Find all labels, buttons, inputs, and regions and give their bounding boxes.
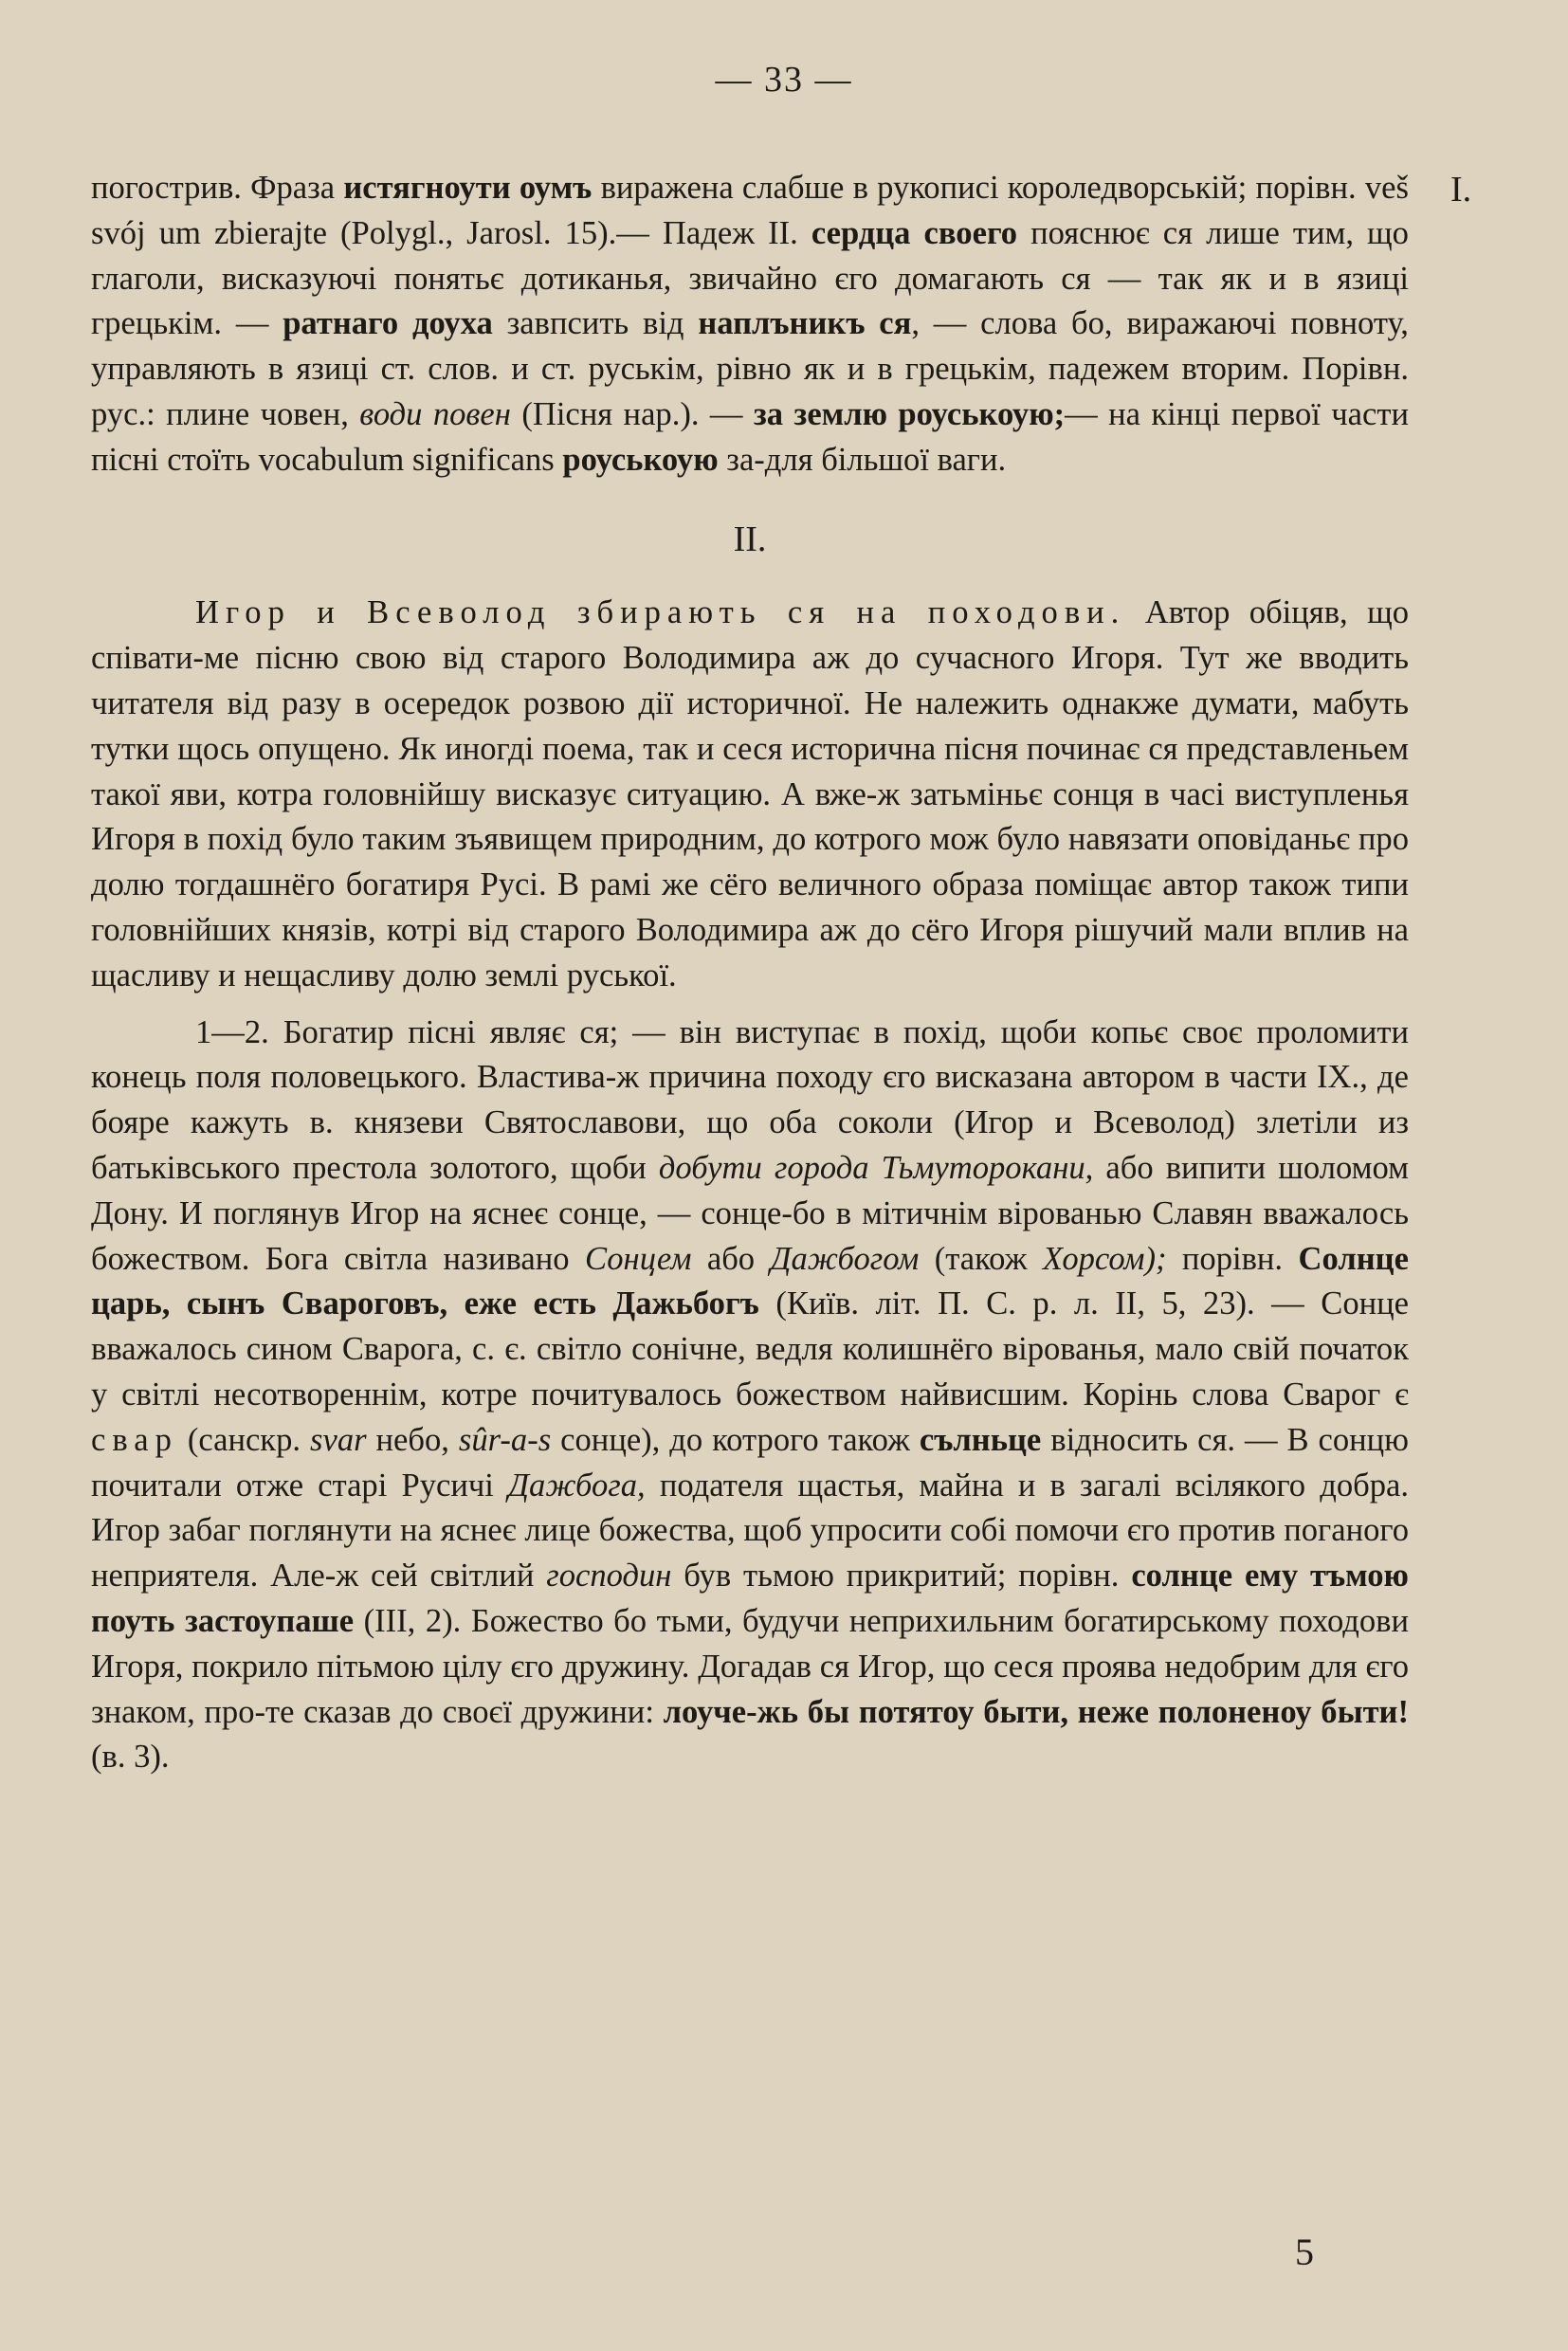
section-heading: II. [733, 519, 767, 559]
body-text [91, 166, 1409, 1780]
margin-mark: I. [1450, 170, 1472, 210]
paragraph-2: Игор и Всеволод збирають ся на походови. Автор обіцяв, що співати-ме пісню свою від старого Володимира аж до сучасного Игоря. Тут же вводить читателя від разу в осередок розвою дії историчної. Не належить однакже думати, мабуть тутки щось опущено. Як иногді поема, так и сеся исторична пісня починає ся представленьем такої яви, котра головнійшу висказує ситуацию. А вже-ж затьміньє сонця в часі виступленья Игоря в похід було таким зъявищем природним, до котрого мож було навязати оповіданьє про долю тогдашнёго богатиря Русі. В рамі же сёго величного образа поміщає автор також типи головнійших князів, котрі від старого Володимира аж до сёго Игоря рішучий мали вплив на щасливу и нещасливу долю землі руської. [91, 594, 1409, 993]
spaced-lead: Игор и Всеволод збирають ся на походови. [195, 594, 1126, 631]
paragraph-1: погострив. Фраза истягноути оумъ виражена слабше в рукописі короледворській; порівн. veš svój um zbierajte (Polygl., Jarosl. 15).— Падеж II. сердца своего пояснює ся лише тим, що глаголи, висказуючі понятьє дотиканья, звичайно єго домагають ся — так як и в язиці грецькім. — ратнаго доуха завпсить від наплъникъ ся, — слова бо, виражаючі повноту, управляють в язиці ст. слов. и ст. руськім, рівно як и в грецькім, падежем вторим. Порівн. рус.: плине човен, води повен (Пісня нар.). — за землю роуськоую;— на кінці первої части пісні стоїть vocabulum significans роуськоую за-для більшої ваги. [91, 170, 1409, 478]
page-number: — 33 — [715, 60, 853, 100]
signature-number: 5 [1295, 2231, 1314, 2273]
paragraph-3: 1—2. Богатир пісні являє ся; — він виступає в похід, щоби копьє своє проломити конець поля половецького. Властива-ж причина походу єго висказана автором в части IX., де бояре кажуть в. князеви Святославови, що оба соколи (Игор и Всеволод) злетіли из батьківського престола золотого, щоби добути города Тьмуторокани, або випити шоломом Дону. И поглянув Игор на яснеє сонце, — сонце-бо в мітичнім вірованью Славян вважалось божеством. Бога світла називано Сонцем або Дажбогом (також Хорсом); порівн. Солнце царь, сынъ Свароговъ, еже есть Дажьбогъ (Київ. літ. П. С. р. л. II, 5, 23). — Сонце вважалось сином Сварога, с. є. світло сонічне, ведля колишнёго вірованья, мало свій початок у світлі несотвореннім, котре почитувалось божеством найвисшим. Корінь слова Сварог є свар (санскр. svar небо, sûr-a-s сонце), до котрого також сълньце відносить ся. — В сонцю почитали отже старі Русичі Дажбога, подателя щастья, майна и в загалі всілякого добра. Игор забаг поглянути на яснеє лице божества, щоб упросити собі помочи єго против поганого неприятеля. Але-ж сей світлий господин був тьмою прикритий; порівн. солнце ему тъмою поуть застоупаше (III, 2). Божество бо тьми, будучи неприхильним богатирському походови Игоря, покрило пітьмою цілу єго дружину. Догадав ся Игор, що сеся проява недобрим для єго знаком, про-те сказав до своєї дружини: лоуче-жь бы потятоу быти, неже полоненоу быти! (в. 3). [91, 1013, 1410, 1776]
